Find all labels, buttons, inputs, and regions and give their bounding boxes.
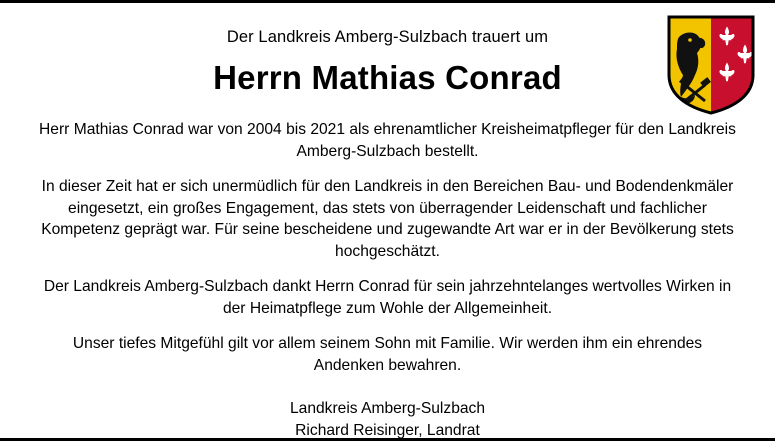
intro-line: Der Landkreis Amberg-Sulzbach trauert um	[226, 28, 549, 46]
paragraph-2: In dieser Zeit hat er sich unermüdlich für den Landkreis in den Bereichen Bau- und Bodendenkmäler eingesetzt, ein großes Engagement, das stets von überragender Leidenschaft und fachlicher Kompetenz geprägt war. Für seine bescheidene und zugewandte Art war er in der Bevölkerung stets hochgeschätzt.	[41, 178, 734, 260]
spacer	[30, 319, 745, 333]
coat-of-arms-icon	[665, 13, 757, 117]
paragraph-4: Unser tiefes Mitgefühl gilt vor allem seinem Sohn mit Familie. Wir werden ihm ein ehrendes Andenken bewahren.	[72, 335, 703, 374]
spacer	[30, 97, 745, 119]
paragraph-3: Der Landkreis Amberg-Sulzbach dankt Herrn Conrad für sein jahrzehntelanges wertvolles Wirken in der Heimatpflege zum Wohle der Allgemeinheit.	[43, 278, 732, 317]
signature-person: Richard Reisinger, Landrat	[295, 421, 480, 439]
paragraph-1: Herr Mathias Conrad war von 2004 bis 2021 als ehrenamtlicher Kreisheimatpfleger für den Landkreis Amberg-Sulzbach bestellt.	[39, 121, 736, 160]
spacer	[30, 376, 745, 398]
signature-organization: Landkreis Amberg-Sulzbach	[289, 400, 486, 417]
deceased-name: Herrn Mathias Conrad	[213, 59, 562, 96]
spacer	[30, 262, 745, 276]
spacer	[30, 162, 745, 176]
